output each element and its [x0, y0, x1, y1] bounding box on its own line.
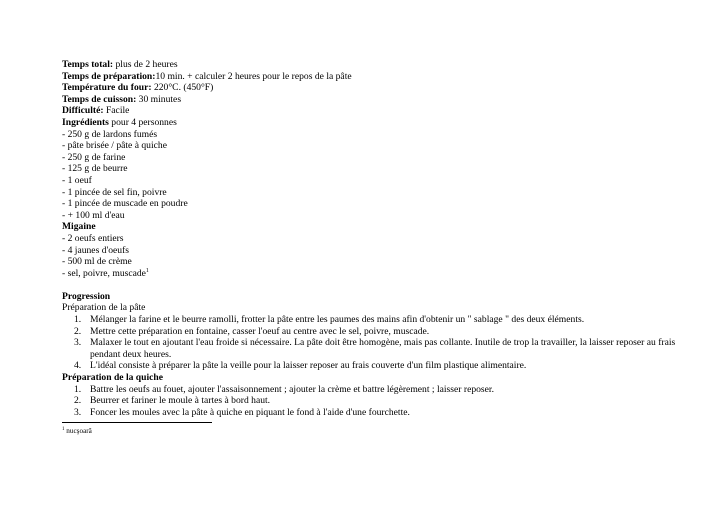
- info-cook-time: [62, 94, 682, 106]
- step-item: [62, 395, 682, 407]
- list-item: - 250 g de farine: [62, 151, 126, 163]
- quiche-subtitle: Préparation de la quiche: [62, 372, 163, 384]
- migaine-section: [62, 221, 682, 279]
- footnote-separator: [62, 422, 212, 423]
- quiche-steps: [62, 384, 682, 419]
- list-item: - 125 g de beurre: [62, 163, 128, 175]
- list-item: - 4 jaunes d'oeufs: [62, 244, 130, 256]
- info-oven-temp: [62, 82, 682, 94]
- pate-subtitle: Préparation de la pâte: [62, 302, 146, 314]
- step-item: [62, 326, 682, 338]
- step-text: Mélanger la farine et le beurre ramolli, frotter la pâte entre les paumes des mains afin d'obtenir un " sablage " des deux éléments.: [90, 314, 585, 326]
- step-number: 3.: [74, 337, 82, 349]
- step-item: [62, 337, 682, 360]
- list-item-text: - sel, poivre, muscade: [62, 267, 146, 279]
- ingredient-list: [62, 129, 682, 222]
- info-value: Facile: [103, 105, 130, 117]
- step-text: Malaxer le tout en ajoutant l'eau froide si nécessaire. La pâte doit être homogène, mais pas collante. Inutile de trop la travailler, la laisser reposer au frais pendant deux heures.: [90, 337, 676, 360]
- info-value: pour 4 personnes: [108, 116, 177, 128]
- footnote: [62, 427, 682, 436]
- step-number: 1.: [74, 314, 82, 326]
- info-ingredients-heading: [62, 117, 682, 129]
- step-item: [62, 314, 682, 326]
- info-value: 10 min. + calculer 2 heures pour le repos de la pâte: [155, 70, 352, 82]
- info-label: Ingrédients: [62, 116, 109, 128]
- info-prep-time: [62, 71, 682, 83]
- list-item: - 1 pincée de muscade en poudre: [62, 198, 188, 210]
- info-value: 30 minutes: [136, 93, 182, 105]
- list-item: - 500 ml de crème: [62, 256, 132, 268]
- step-number: 2.: [74, 395, 82, 407]
- list-item: - 250 g de lardons fumés: [62, 128, 158, 140]
- step-text: Mettre cette préparation en fontaine, casser l'oeuf au centre avec le sel, poivre, muscade.: [90, 325, 430, 337]
- step-item: [62, 384, 682, 396]
- list-item: - 1 pincée de sel fin, poivre: [62, 186, 167, 198]
- list-item: [62, 268, 682, 280]
- step-item: [62, 360, 682, 372]
- info-total-time: [62, 59, 682, 71]
- footnote-text: nucşoară: [64, 427, 92, 436]
- list-item: - + 100 ml d'eau: [62, 209, 125, 221]
- footnote-mark: 1: [62, 427, 65, 433]
- step-item: [62, 407, 682, 419]
- list-item: - 1 oeuf: [62, 174, 92, 186]
- progression-section: [62, 291, 682, 419]
- step-number: 4.: [74, 360, 82, 372]
- info-label: Temps de cuisson:: [62, 93, 137, 105]
- step-number: 1.: [74, 383, 82, 395]
- progression-title: Progression: [62, 290, 111, 302]
- step-text: Battre les oeufs au fouet, ajouter l'assaisonnement ; ajouter la crème et battre légèrement ; laisser reposer.: [90, 383, 494, 395]
- info-value: 220°C. (450°F): [151, 82, 214, 94]
- step-number: 3.: [74, 406, 82, 418]
- list-item: - pâte brisée / pâte à quiche: [62, 140, 167, 152]
- step-text: L'idéal consiste à préparer la pâte la veille pour la laisser reposer au frais couverte d'un film plastique alimentaire.: [90, 360, 527, 372]
- recipe-info: [62, 59, 682, 129]
- info-label: Temps de préparation:: [62, 70, 156, 82]
- migaine-title: Migaine: [62, 221, 96, 233]
- step-number: 2.: [74, 325, 82, 337]
- info-difficulty: [62, 105, 682, 117]
- info-value: plus de 2 heures: [113, 59, 178, 70]
- info-label: Température du four:: [62, 82, 152, 94]
- step-text: Foncer les moules avec la pâte à quiche en piquant le fond à l'aide d'une fourchette.: [90, 406, 410, 418]
- list-item: - 2 oeufs entiers: [62, 232, 124, 244]
- document-page: [62, 59, 682, 436]
- footnote-reference[interactable]: 1: [145, 267, 149, 274]
- pate-steps: [62, 314, 682, 372]
- step-text: Beurrer et fariner le moule à tartes à bord haut.: [90, 395, 271, 407]
- info-label: Difficulté:: [62, 105, 104, 117]
- info-label: Temps total:: [62, 59, 114, 70]
